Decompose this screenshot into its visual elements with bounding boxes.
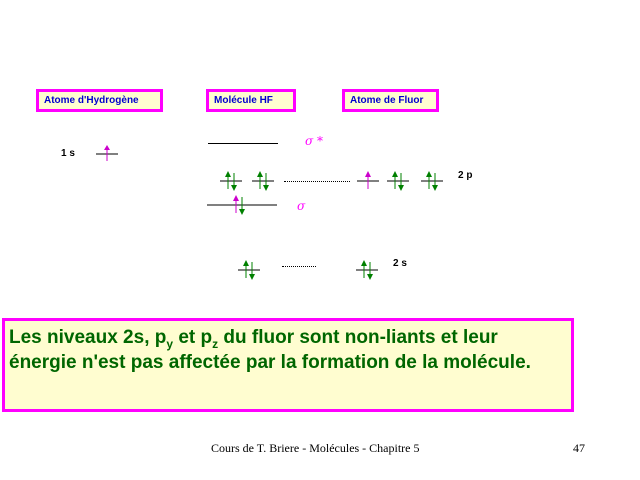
orbital-hf-nonbonding-p1	[220, 170, 244, 192]
header-hf-molecule: Molécule HF	[206, 89, 296, 112]
connector-2s-dotted	[282, 266, 316, 267]
label-f-2p: 2 p	[458, 170, 473, 181]
message-sub-y: y	[166, 336, 174, 351]
explanation-box	[2, 318, 574, 412]
orbital-f-2p-pair1	[387, 170, 411, 192]
message-sub-z: z	[212, 336, 219, 351]
orbital-hf-2s	[238, 259, 262, 281]
orbital-f-2p-single	[357, 170, 381, 192]
orbital-f-2s	[356, 259, 380, 281]
connector-2p-dotted	[284, 181, 350, 182]
footer-page-number: 47	[573, 441, 585, 455]
message-part2: et p	[173, 327, 213, 348]
label-h-1s: 1 s	[61, 148, 75, 159]
footer-course: Cours de T. Briere - Molécules - Chapitre 5	[211, 441, 420, 455]
label-sigma: σ	[297, 199, 306, 213]
label-sigma-star: σ *	[305, 134, 324, 148]
label-f-2s: 2 s	[393, 258, 407, 269]
orbital-h-1s	[96, 145, 120, 161]
orbital-hf-nonbonding-p2	[252, 170, 276, 192]
header-hydrogen-atom: Atome d'Hydrogène	[36, 89, 163, 112]
orbital-f-2p-pair2	[421, 170, 445, 192]
orbital-sigma	[207, 194, 279, 216]
message-part3: du fluor sont non-liants et leur énergie n'est pas affectée par la formation de la molécule.	[9, 327, 531, 373]
header-fluorine-atom: Atome de Fluor	[342, 89, 439, 112]
level-sigma-star	[208, 143, 278, 144]
message-part1: Les niveaux 2s, p	[9, 327, 167, 348]
